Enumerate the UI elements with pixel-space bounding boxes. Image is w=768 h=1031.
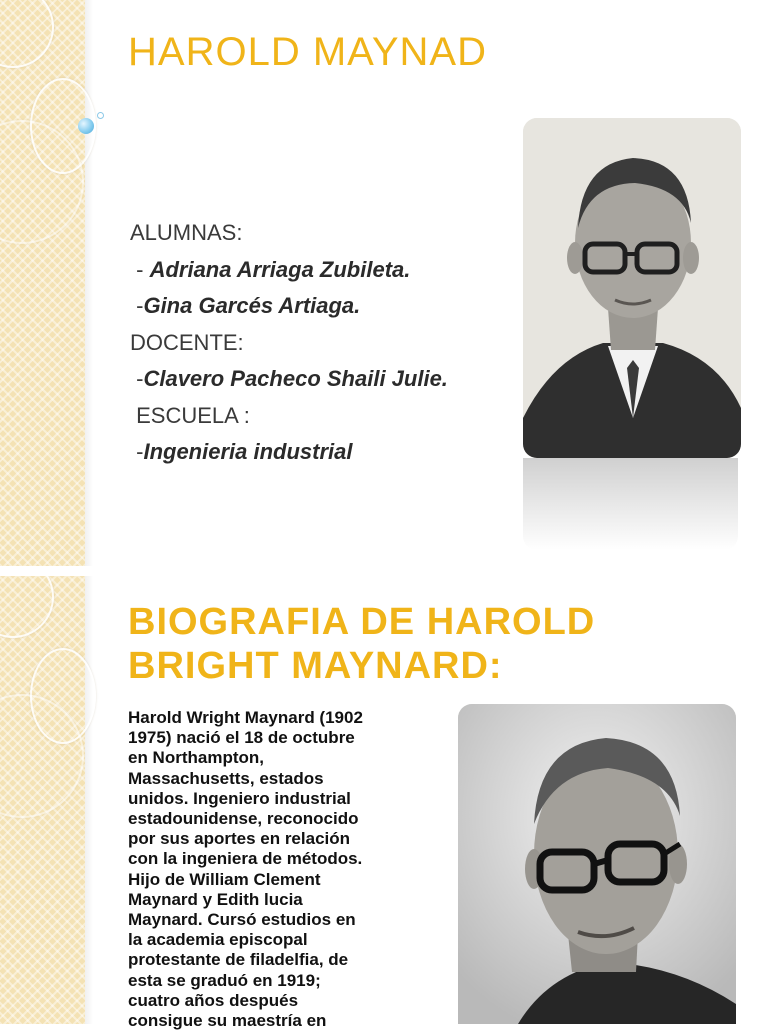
biography-line: Massachusetts, estados (128, 768, 324, 788)
credits-line: -Clavero Pacheco Shaili Julie. (130, 366, 448, 391)
biography-line: esta se graduó en 1919; (128, 970, 321, 990)
credits-line: - Adriana Arriaga Zubileta. (130, 256, 411, 282)
portrait-image (458, 704, 736, 1024)
photo-reflection (523, 458, 738, 550)
biography-line: consigue su maestría en (128, 1011, 327, 1031)
biography-line: Maynard y Edith lucia (128, 889, 303, 909)
biography-line: estadounidense, reconocido (128, 809, 359, 829)
biography-title: BIOGRAFIA DE HAROLD BRIGHT MAYNARD: (128, 601, 596, 687)
biography-line: Hijo de William Clement (128, 869, 321, 889)
biography-line: la academia episcopal (128, 930, 308, 950)
credits-line: -Gina Garcés Artiaga. (130, 293, 361, 318)
band-shadow (85, 576, 93, 1024)
biography-line: protestante de filadelfia, de (128, 950, 349, 970)
biography-text (128, 708, 428, 1031)
biography-line: por sus aportes en relación (128, 829, 351, 849)
biography-line: en Northampton, (128, 748, 264, 768)
biography-line: 1975) nació el 18 de octubre (128, 728, 355, 748)
credits-line: DOCENTE: (130, 329, 244, 355)
credits-line: ALUMNAS: (130, 220, 243, 245)
biography-line: cuatro años después (128, 990, 299, 1010)
slide-gap (0, 566, 768, 576)
biography-line: Maynard. Cursó estudios en (128, 910, 356, 930)
biography-line: Harold Wright Maynard (1902 (128, 708, 363, 727)
credits-line: -Ingenieria industrial (130, 439, 353, 464)
biography-line: unidos. Ingeniero industrial (128, 788, 351, 808)
portrait-photo (523, 118, 741, 458)
slide-title: HAROLD MAYNAD (128, 30, 487, 74)
biography-line: con la ingeniera de métodos. (128, 849, 363, 869)
credits-line: ESCUELA : (130, 402, 250, 428)
portrait-image (523, 118, 741, 458)
decorative-bubble (78, 118, 94, 134)
credits-block (130, 218, 448, 474)
portrait-photo (458, 704, 736, 1024)
decorative-bubble (97, 112, 104, 119)
band-shadow (85, 0, 93, 566)
